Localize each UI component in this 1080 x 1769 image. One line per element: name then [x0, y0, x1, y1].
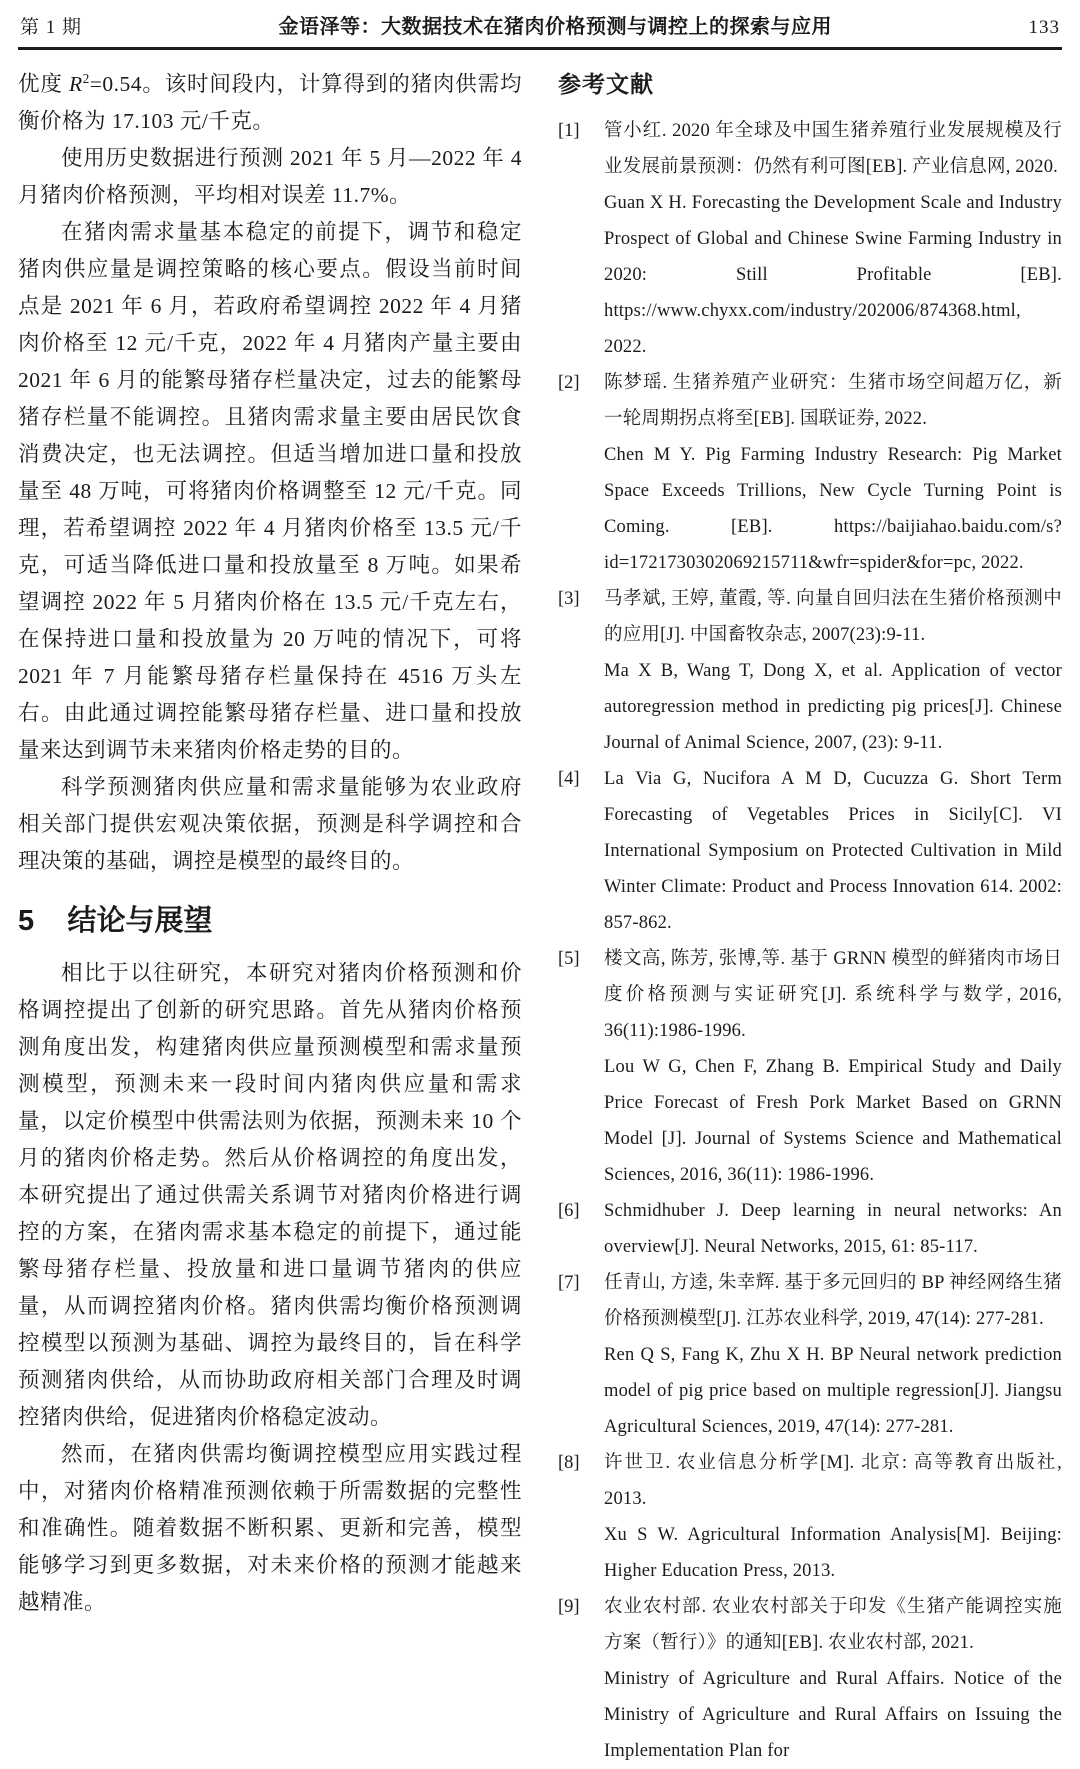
- reference-item: [558, 1193, 1062, 1265]
- right-column: [558, 66, 1062, 1769]
- reference-number: [2]: [558, 373, 580, 393]
- paragraph: 使用历史数据进行预测 2021 年 5 月—2022 年 4 月猪肉价格预测，平均相对误差 11.7%。: [18, 146, 522, 207]
- reference-text-translation: Lou W G, Chen F, Zhang B. Empirical Study and Daily Price Forecast of Fresh Pork Market Based on GRNN Model [J]. Journal of Systems Science and Mathematical Sciences, 2016, 36(11): 1986-1996.: [604, 1057, 1062, 1185]
- reference-item: [558, 1445, 1062, 1589]
- section-number: 5: [18, 905, 35, 937]
- section-heading: [18, 904, 522, 939]
- reference-text-translation: Xu S W. Agricultural Information Analysis[M]. Beijing: Higher Education Press, 2013.: [604, 1525, 1062, 1581]
- paragraph-text: 优度: [18, 72, 69, 96]
- reference-text-original: 马孝斌, 王婷, 董霞, 等. 向量自回归法在生猪价格预测中的应用[J]. 中国畜牧杂志, 2007(23):9-11.: [604, 589, 1062, 645]
- reference-number: [8]: [558, 1453, 580, 1473]
- reference-item: [558, 761, 1062, 941]
- paragraph: 相比于以往研究，本研究对猪肉价格预测和价格调控提出了创新的研究思路。首先从猪肉价格预测角度出发，构建猪肉供应量预测模型和需求量预测模型，预测未来一段时间内猪肉供应量和需求量，以定价模型中供需法则为依据，预测未来 10 个月的猪肉价格走势。然后从价格调控的角度出发，本研究提出了通过供需关系调节对猪肉价格进行调控的方案，在猪肉需求基本稳定的前提下，通过能繁母猪存栏量、投放量和进口量调节猪肉的供应量，从而调控猪肉价格。猪肉供需均衡价格预测调控模型以预测为基础、调控为最终目的，旨在科学预测猪肉供给，从而协助政府相关部门合理及时调控猪肉供给，促进猪肉价格稳定波动。: [18, 960, 522, 1429]
- references-heading: 参考文献: [558, 71, 654, 97]
- reference-text-translation: Guan X H. Forecasting the Development Scale and Industry Prospect of Global and Chinese Swine Farming Industry in 2020: Still Profitable [EB]. https://www.chyxx.com/industry/202006/874368.html, 2022.: [604, 193, 1062, 357]
- reference-number: [1]: [558, 121, 580, 141]
- math-superscript: 2: [82, 70, 90, 86]
- paragraph: 然而，在猪肉供需均衡调控模型应用实践过程中，对猪肉价格精准预测依赖于所需数据的完整性和准确性。随着数据不断积累、更新和完善，模型能够学习到更多数据，对未来价格的预测才能越来越精准。: [18, 1441, 522, 1614]
- reference-text-translation: Ren Q S, Fang K, Zhu X H. BP Neural network prediction model of pig price based on multiple regression[J]. Jiangsu Agricultural Sciences, 2019, 47(14): 277-281.: [604, 1345, 1062, 1437]
- reference-item: [558, 941, 1062, 1193]
- section-title: 结论与展望: [67, 905, 213, 937]
- issue-label: 第 1 期: [20, 17, 83, 38]
- reference-text-original: 农业农村部. 农业农村部关于印发《生猪产能调控实施方案（暂行）》的通知[EB]. 农业农村部, 2021.: [604, 1597, 1062, 1653]
- reference-text-original: Schmidhuber J. Deep learning in neural networks: An overview[J]. Neural Networks, 2015, 61: 85-117.: [604, 1201, 1062, 1257]
- reference-text-original: La Via G, Nucifora A M D, Cucuzza G. Short Term Forecasting of Vegetables Prices in Sicily[C]. VI International Symposium on Protected Cultivation in Mild Winter Climate: Product and Process Innovation 614. 2002: 857-862.: [604, 769, 1062, 933]
- two-column-body: [18, 50, 1062, 1769]
- paragraph: 在猪肉需求量基本稳定的前提下，调节和稳定猪肉供应量是调控策略的核心要点。假设当前时间点是 2021 年 6 月，若政府希望调控 2022 年 4 月猪肉价格至 12 元/千克，2022 年 4 月猪肉产量主要由 2021 年 6 月的能繁母猪存栏量决定，过去的能繁母猪存栏量不能调控。且猪肉需求量主要由居民饮食消费决定，也无法调控。但适当增加进口量和投放量至 48 万吨，可将猪肉价格调整至 12 元/千克。同理，若希望调控 2022 年 4 月猪肉价格至 13.5 元/千克，可适当降低进口量和投放量至 8 万吨。如果希望调控 2022 年 5 月猪肉价格在 13.5 元/千克左右，在保持进口量和投放量为 20 万吨的情况下，可将 2021 年 7 月能繁母猪存栏量保持在 4516 万头左右。由此通过调控能繁母猪存栏量、进口量和投放量来达到调节未来猪肉价格走势的目的。: [18, 220, 522, 762]
- reference-item: [558, 113, 1062, 365]
- running-head: [18, 8, 1062, 50]
- paragraph: 科学预测猪肉供应量和需求量能够为农业政府相关部门提供宏观决策依据，预测是科学调控和合理决策的基础，调控是模型的最终目的。: [18, 775, 522, 873]
- reference-item: [558, 365, 1062, 581]
- reference-number: [3]: [558, 589, 580, 609]
- left-column: [18, 66, 522, 1769]
- reference-text-original: 管小红. 2020 年全球及中国生猪养殖行业发展规模及行业发展前景预测：仍然有利可图[EB]. 产业信息网, 2020.: [604, 121, 1062, 177]
- reference-text-original: 陈梦瑶. 生猪养殖产业研究：生猪市场空间超万亿，新一轮周期拐点将至[EB]. 国联证券, 2022.: [604, 373, 1062, 429]
- reference-number: [7]: [558, 1273, 580, 1293]
- reference-text-translation: Ministry of Agriculture and Rural Affairs. Notice of the Ministry of Agriculture and Rural Affairs on Issuing the Implementation Plan for: [604, 1669, 1062, 1761]
- reference-text-original: 许世卫. 农业信息分析学[M]. 北京: 高等教育出版社, 2013.: [604, 1453, 1062, 1509]
- reference-text-translation: Ma X B, Wang T, Dong X, et al. Application of vector autoregression method in predicting pig prices[J]. Chinese Journal of Animal Science, 2007, (23): 9-11.: [604, 661, 1062, 753]
- running-title: 金语泽等：大数据技术在猪肉价格预测与调控上的探索与应用: [278, 16, 832, 38]
- paragraph-continued: [18, 66, 522, 140]
- reference-item: [558, 581, 1062, 761]
- page-number: 133: [1028, 17, 1060, 38]
- math-variable: R: [68, 72, 83, 96]
- reference-text-original: 楼文高, 陈芳, 张博,等. 基于 GRNN 模型的鲜猪肉市场日度价格预测与实证研究[J]. 系统科学与数学, 2016, 36(11):1986-1996.: [604, 949, 1062, 1041]
- reference-number: [6]: [558, 1201, 580, 1221]
- reference-number: [5]: [558, 949, 580, 969]
- reference-item: [558, 1589, 1062, 1769]
- reference-number: [9]: [558, 1597, 580, 1617]
- reference-text-translation: Chen M Y. Pig Farming Industry Research: Pig Market Space Exceeds Trillions, New Cycle Turning Point is Coming. [EB]. https://baijiahao.baidu.com/s?id=1721730302069215711&wfr=spider&for=pc, 2022.: [604, 445, 1062, 573]
- paragraph-text: =0.54。该时间段内，计算得到的猪肉供需均衡价格为 17.103 元/千克。: [18, 72, 522, 133]
- reference-number: [4]: [558, 769, 580, 789]
- reference-item: [558, 1265, 1062, 1445]
- reference-text-original: 任青山, 方逵, 朱幸辉. 基于多元回归的 BP 神经网络生猪价格预测模型[J]. 江苏农业科学, 2019, 47(14): 277-281.: [604, 1273, 1062, 1329]
